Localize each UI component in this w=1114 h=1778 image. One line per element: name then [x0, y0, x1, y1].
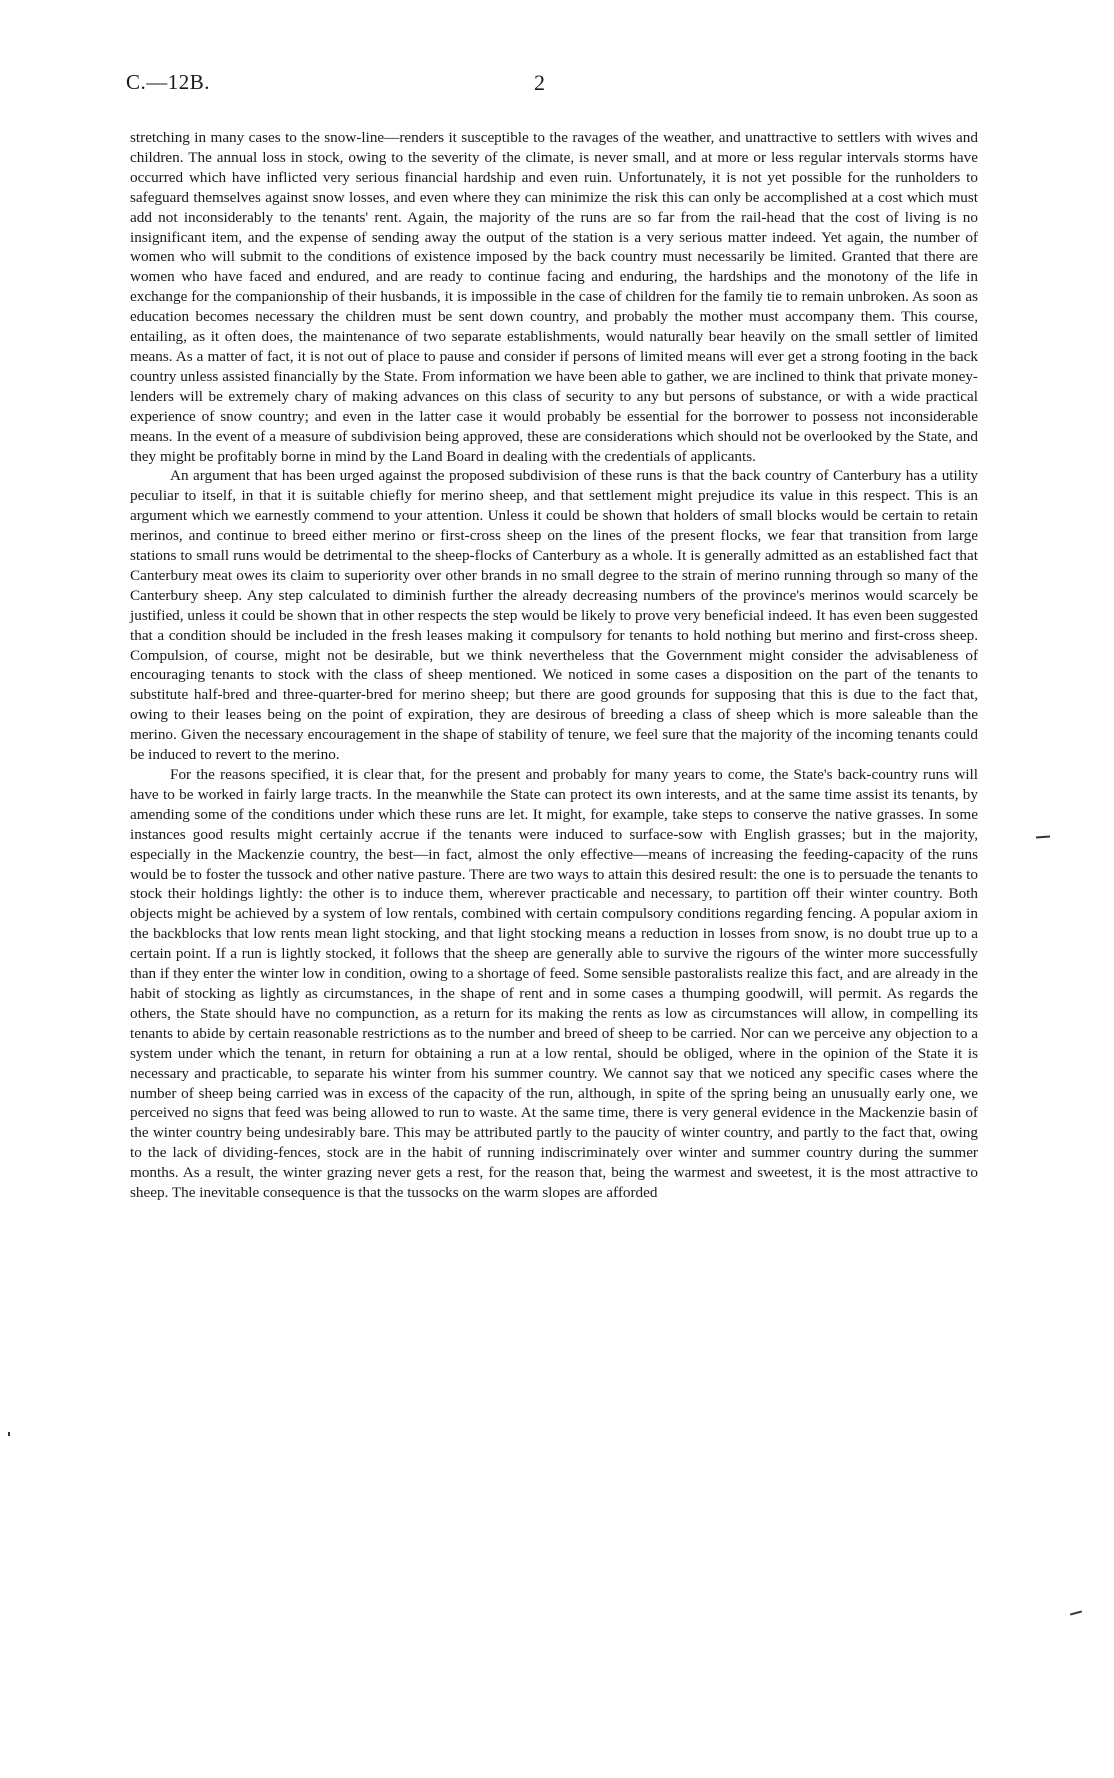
margin-mark	[1070, 1610, 1082, 1615]
paragraph: For the reasons specified, it is clear that, for the present and probably for many years to come, the State's back-country runs will have to be worked in fairly large tracts. In the meanwhile the State can protect its own interests, and at the same time assist its tenants, by amending some of the conditions under which these runs are let. It might, for example, take steps to conserve the native grasses. In some instances good results might certainly accrue if the tenants were induced to surface-sow with English grasses; but in the majority, especially in the Mackenzie country, the best—in fact, almost the only effective—means of increasing the feeding-capacity of the runs would be to foster the tussock and other native pasture. There are two ways to attain this desired result: the one is to persuade the tenants to stock their holdings lightly: the other is to induce them, wherever practicable and necessary, to partition off their winter country. Both objects might be achieved by a system of low rentals, combined with certain compulsory conditions regarding fencing. A popular axiom in the backblocks that low rents mean light stocking, and that light stocking means a reduction in losses from snow, is no doubt true up to a certain point. If a run is lightly stocked, it follows that the sheep are generally able to survive the rigours of the winter more successfully than if they enter the winter low in condition, owing to a shortage of feed. Some sensible pastoralists realize this fact, and are already in the habit of stocking as lightly as circumstances, in the shape of rent and in some cases a thumping goodwill, will permit. As regards the others, the State should have no compunction, as a return for its making the rents as low as circumstances will allow, in compelling its tenants to abide by certain reasonable restrictions as to the number and breed of sheep to be carried. Nor can we perceive any objection to a system under which the tenant, in return for obtaining a run at a low rental, should be obliged, where in the opinion of the State it is necessary and practicable, to separate his winter from his summer country. We cannot say that we noticed any specific cases where the number of sheep being carried was in excess of the capacity of the run, although, in spite of the spring being an unusually early one, we perceived no signs that feed was being allowed to run to waste. At the same time, there is very general evidence in the Mackenzie basin of the winter country being undesirably bare. This may be attributed partly to the paucity of winter country, and partly to the fact that, owing to the lack of dividing-fences, stock are in the habit of running indiscriminately over winter and summer country during the summer months. As a result, the winter grazing never gets a rest, for the reason that, being the warmest and sweetest, it is the most attractive to sheep. The inevitable consequence is that the tussocks on the warm slopes are afforded	[130, 766, 978, 1202]
document-reference: C.—12B.	[126, 70, 211, 94]
page-header	[126, 70, 966, 104]
margin-mark	[1036, 836, 1050, 839]
margin-mark	[8, 1432, 10, 1436]
paragraph: stretching in many cases to the snow-line—renders it susceptible to the ravages of the weather, and unattractive to settlers with wives and children. The annual loss in stock, owing to the severity of the climate, is never small, and at more or less regular intervals storms have occurred which have inflicted very serious financial hardship and even ruin. Unfortunately, it is not yet possible for the runholders to safeguard themselves against snow losses, and even where they can minimize the risk this can only be accomplished at a cost which must add not inconsiderably to the tenants' rent. Again, the majority of the runs are so far from the rail-head that the cost of living is no insignificant item, and the expense of sending away the output of the station is a very serious matter indeed. Yet again, the number of women who will submit to the conditions of existence imposed by the back country must necessarily be limited. Granted that there are women who have faced and endured, and are ready to continue facing and enduring, the hardships and the monotony of the life in exchange for the companionship of their husbands, it is impossible in the case of children for the family tie to remain unbroken. As soon as education becomes necessary the children must be sent down country, and probably the mother must accompany them. This course, entailing, as it often does, the maintenance of two separate establishments, would naturally bear heavily on the small settler of limited means. As a matter of fact, it is not out of place to pause and consider if persons of limited means will ever get a strong footing in the back country unless assisted financially by the State. From information we have been able to gather, we are inclined to think that private money-lenders will be extremely chary of making advances on this class of security to any but persons of substance, or with a wide practical experience of snow country; and even in the latter case it would probably be essential for the borrower to possess not inconsiderable means. In the event of a measure of subdivision being approved, these are considerations which should not be overlooked by the State, and they might be profitably borne in mind by the Land Board in dealing with the credentials of applicants.	[130, 129, 978, 465]
body-text	[130, 128, 978, 1203]
page-number: 2	[534, 70, 545, 95]
paragraph: An argument that has been urged against the proposed subdivision of these runs is that the back country of Canterbury has a utility peculiar to itself, in that it is suitable chiefly for merino sheep, and that settlement might prejudice its value in this respect. This is an argument which we earnestly commend to your attention. Unless it could be shown that holders of small blocks would be certain to retain merinos, and continue to breed either merino or first-cross sheep on the lines of the present flocks, we fear that transition from large stations to small runs would be detrimental to the sheep-flocks of Canterbury as a whole. It is generally admitted as an established fact that Canterbury meat owes its claim to superiority over other brands in no small degree to the strain of merino running through so many of the Canterbury sheep. Any step calculated to diminish further the already decreasing numbers of the province's merinos would scarcely be justified, unless it could be shown that in other respects the step would be likely to prove very beneficial indeed. It has even been suggested that a condition should be included in the fresh leases making it compulsory for tenants to hold nothing but merino and first-cross sheep. Compulsion, of course, might not be desirable, but we think nevertheless that the Government might consider the advisableness of encouraging tenants to stock with the class of sheep mentioned. We noticed in some cases a disposition on the part of the tenants to substitute half-bred and three-quarter-bred for merino sheep; but there are good grounds for supposing that this is due to the fact that, owing to their leases being on the point of expiration, they are desirous of breeding a class of sheep which is more saleable than the merino. Given the necessary encouragement in the shape of stability of tenure, we feel sure that the majority of the incoming tenants could be induced to revert to the merino.	[130, 467, 978, 764]
